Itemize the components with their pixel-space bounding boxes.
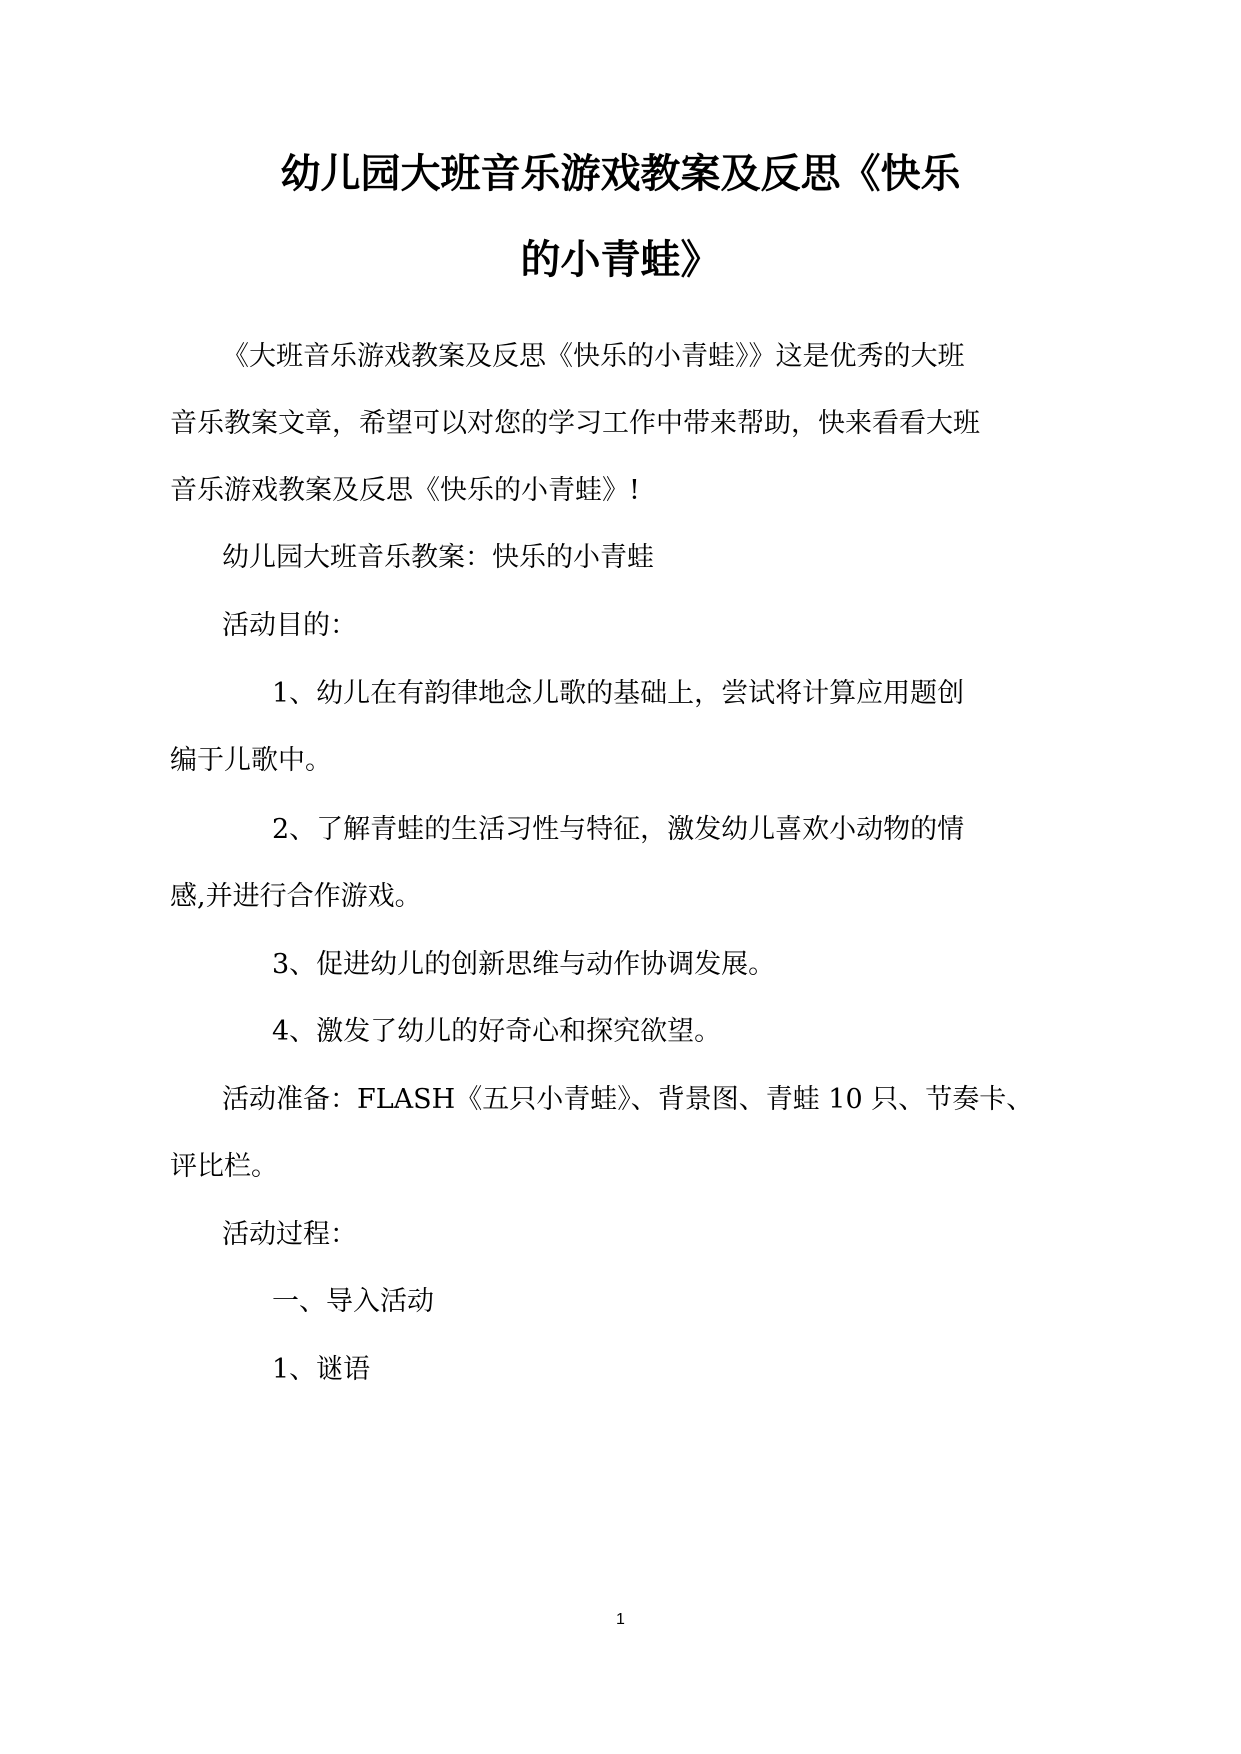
document-title-line2: 的小青蛙》 xyxy=(520,237,721,283)
goal3: 3、促进幼儿的创新思维与动作协调发展。 xyxy=(272,949,776,980)
prep-line1: 活动准备：FLASH《五只小青蛙》、背景图、青蛙 10 只、节奏卡、 xyxy=(222,1084,1034,1115)
goal1-line1: 1、幼儿在有韵律地念儿歌的基础上，尝试将计算应用题创 xyxy=(272,678,965,709)
intro-line1: 《大班音乐游戏教案及反思《快乐的小青蛙》》这是优秀的大班 xyxy=(222,341,965,372)
goal4: 4、激发了幼儿的好奇心和探究欲望。 xyxy=(272,1016,722,1047)
item1: 1、谜语 xyxy=(272,1354,371,1385)
goal2-line2: 感,并进行合作游戏。 xyxy=(170,881,422,912)
goals-heading: 活动目的： xyxy=(222,610,357,641)
prep-line2: 评比栏。 xyxy=(170,1151,278,1182)
lesson-title: 幼儿园大班音乐教案：快乐的小青蛙 xyxy=(222,542,654,573)
intro-line2: 音乐教案文章，希望可以对您的学习工作中带来帮助，快来看看大班 xyxy=(170,408,980,439)
page-number: 1 xyxy=(616,1611,625,1628)
document-title-line1: 幼儿园大班音乐游戏教案及反思《快乐 xyxy=(280,151,961,197)
intro-line3: 音乐游戏教案及反思《快乐的小青蛙》! xyxy=(170,475,640,506)
section1-heading: 一、导入活动 xyxy=(272,1286,434,1317)
goal1-line2: 编于儿歌中。 xyxy=(170,745,332,776)
process-heading: 活动过程： xyxy=(222,1219,357,1250)
goal2-line1: 2、了解青蛙的生活习性与特征，激发幼儿喜欢小动物的情 xyxy=(272,814,965,845)
